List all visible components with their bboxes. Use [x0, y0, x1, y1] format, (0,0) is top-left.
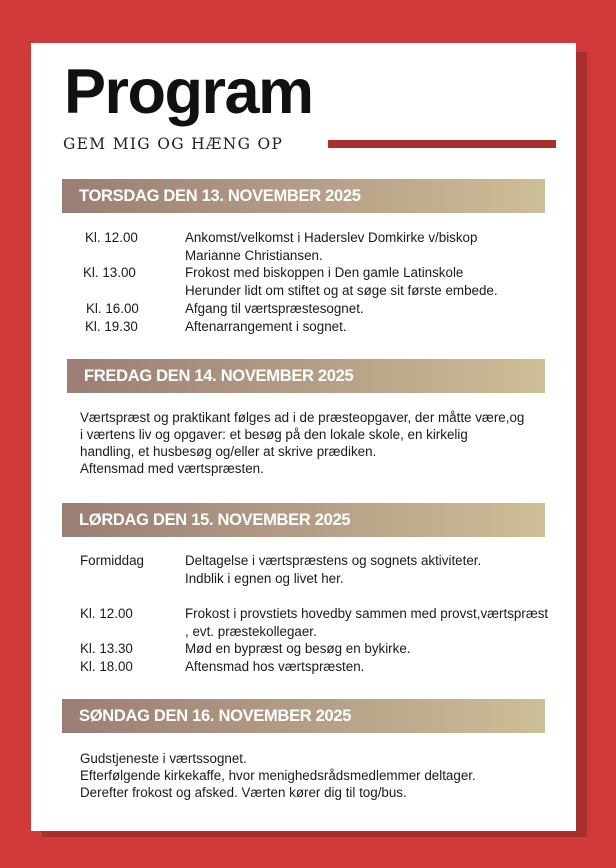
entry-text: Ankomst/velkomst i Haderslev Domkirke v/biskop — [185, 230, 478, 245]
day-banner-friday — [67, 359, 545, 393]
day-heading: LØRDAG DEN 15. NOVEMBER 2025 — [79, 511, 351, 529]
schedule-entry — [83, 264, 563, 300]
day-heading: TORSDAG DEN 13. NOVEMBER 2025 — [79, 187, 361, 205]
paragraph-line: Aftensmad med værtspræsten. — [80, 461, 264, 476]
entry-text: Frokost i provstiets hovedby sammen med provst,værtspræst — [185, 606, 549, 621]
paragraph-line: i værtens liv og opgaver: et besøg på den lokale skole, en kirkelig — [80, 427, 468, 442]
entry-text: Deltagelse i værtspræstens og sognets aktiviteter. — [185, 553, 482, 568]
entry-text: Indblik i egnen og livet her. — [185, 570, 344, 586]
subtitle-rule — [328, 140, 556, 148]
entry-time: Kl. 13.30 — [80, 641, 133, 656]
paragraph-line: Derefter frokost og afsked. Værten kører dig til tog/bus. — [80, 785, 407, 800]
day-banner-thursday — [62, 179, 545, 213]
schedule-entry — [80, 552, 570, 588]
entry-time: Kl. 12.00 — [80, 606, 133, 621]
entry-text: Herunder lidt om stiftet og at søge sit første embede. — [185, 282, 498, 298]
day-heading: FREDAG DEN 14. NOVEMBER 2025 — [84, 367, 354, 385]
entry-time: Kl. 13.00 — [83, 265, 136, 280]
day-banner-saturday — [62, 503, 545, 537]
schedule-entry — [80, 658, 570, 676]
entry-text: Aftenarrangement i sognet. — [185, 319, 347, 334]
entry-text: Mød en bypræst og besøg en bykirke. — [185, 641, 411, 656]
day-description — [80, 750, 476, 801]
paragraph-line: Efterfølgende kirkekaffe, hvor menighedsrådsmedlemmer deltager. — [80, 768, 476, 783]
entry-time: Kl. 18.00 — [80, 659, 133, 674]
schedule-entry — [86, 300, 566, 318]
entry-time: Kl. 16.00 — [86, 301, 139, 316]
entry-text: Marianne Christiansen. — [185, 247, 323, 263]
schedule-entry — [85, 229, 565, 265]
paragraph-line: Værtspræst og praktikant følges ad i de præsteopgaver, der måtte være,og — [80, 410, 525, 425]
entry-text: Aftensmad hos værtspræsten. — [185, 659, 365, 674]
entry-time: Formiddag — [80, 553, 145, 568]
paragraph-line: Gudstjeneste i værtssognet. — [80, 751, 247, 766]
entry-time: Kl. 19.30 — [85, 319, 138, 334]
day-heading: SØNDAG DEN 16. NOVEMBER 2025 — [79, 707, 352, 725]
entry-text: , evt. præstekollegaer. — [185, 623, 317, 639]
schedule-entry — [85, 318, 565, 336]
paragraph-line: handling, et husbesøg og/eller at skrive prædiken. — [80, 444, 377, 459]
day-description — [80, 409, 524, 477]
page-subtitle: GEM MIG OG HÆNG OP — [63, 135, 284, 153]
day-banner-sunday — [62, 699, 545, 733]
schedule-entry — [80, 605, 575, 641]
program-sheet — [31, 43, 576, 831]
schedule-entry — [80, 640, 570, 658]
entry-text: Frokost med biskoppen i Den gamle Latinskole — [185, 265, 464, 280]
entry-text: Afgang til værtspræstesognet. — [185, 301, 364, 316]
page-title: Program — [64, 57, 313, 127]
entry-time: Kl. 12.00 — [85, 230, 138, 245]
